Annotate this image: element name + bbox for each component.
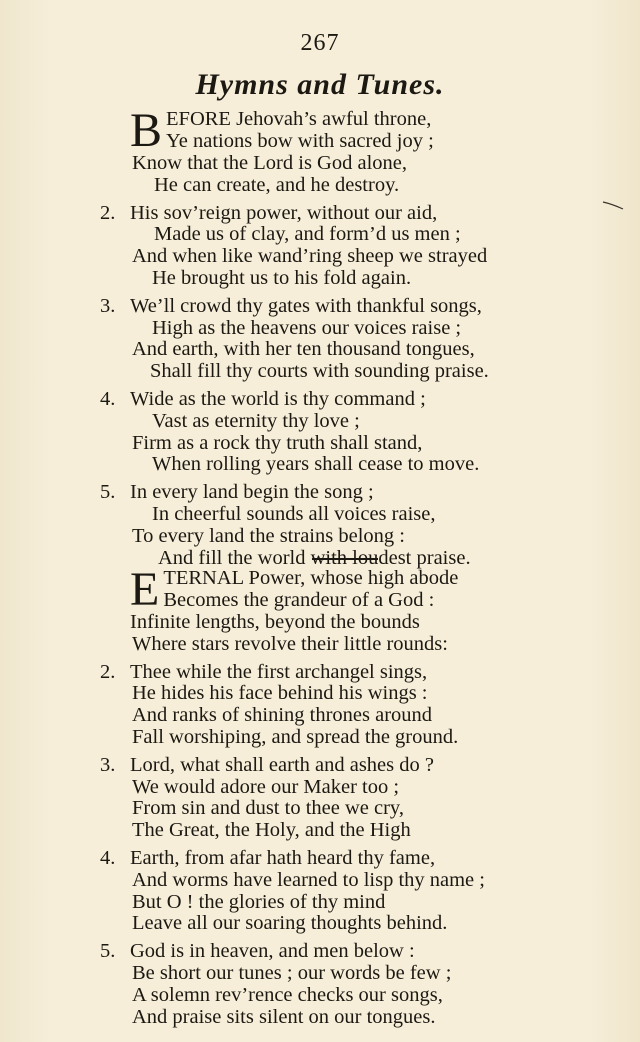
verse-line: And praise sits silent on our tongues. [132, 1005, 436, 1028]
stanza-number: 2. [100, 660, 116, 683]
verse-line: From sin and dust to thee we cry, [132, 797, 404, 820]
running-head: Hymns and Tunes. [195, 68, 445, 101]
stanza-number: 2. [100, 201, 116, 224]
stanza-number: 5. [100, 481, 116, 504]
hymn-1-stanza-4 [100, 389, 540, 476]
verse-line: Shall fill thy courts with sounding praise. [150, 360, 489, 383]
verse-line: He hides his face behind his wings : [132, 682, 428, 705]
verse-line: He brought us to his fold again. [152, 266, 412, 289]
stanza-number: 3. [100, 753, 116, 776]
stanza-number: 3. [100, 294, 116, 317]
verse-line: We’ll crowd thy gates with thankful songs, [130, 294, 482, 317]
drop-cap: E [130, 563, 160, 616]
verse-line: And fill the world with loudest praise. [158, 546, 471, 569]
verse-line: God is in heaven, and men below : [130, 940, 415, 963]
page-number: 267 [300, 30, 340, 56]
stanza-number: 4. [100, 846, 116, 869]
verse-line: Where stars revolve their little rounds: [132, 632, 448, 655]
verse-line: But O ! the glories of thy mind [132, 890, 386, 913]
verse-line: Ye nations bow with sacred joy ; [166, 129, 434, 152]
hymn-1 [100, 104, 540, 569]
hymn-2-stanza-3 [100, 755, 540, 842]
verse-line: When rolling years shall cease to move. [152, 453, 480, 476]
verse-line: We would adore our Maker too ; [132, 775, 400, 798]
verse-line: Vast as eternity thy love ; [152, 409, 360, 432]
hymn-2-stanza-1 [100, 563, 540, 656]
hymn-2-stanza-5 [100, 941, 540, 1028]
hymn-1-stanza-1 [100, 104, 540, 197]
hymn-1-stanza-2 [100, 203, 540, 290]
verse-line: In every land begin the song ; [130, 481, 374, 504]
verse-line: Thee while the first archangel sings, [130, 660, 428, 683]
stray-pen-mark [602, 200, 624, 210]
hymn-1-stanza-3 [100, 296, 540, 383]
verse-line: And when like wand’ring sheep we strayed [132, 245, 488, 268]
verse-line: Earth, from afar hath heard thy fame, [130, 846, 436, 869]
verse-line: To every land the strains belong : [132, 524, 405, 547]
verse-line: Leave all our soaring thoughts behind. [132, 912, 448, 935]
verse-line: High as the heavens our voices raise ; [152, 316, 462, 339]
verse-line: Wide as the world is thy command ; [130, 387, 426, 410]
verse-line: The Great, the Holy, and the High [132, 819, 411, 842]
hymn-2 [100, 563, 540, 1028]
verse-line: Becomes the grandeur of a God : [163, 588, 435, 611]
verse-line: Fall worshiping, and spread the ground. [132, 725, 459, 748]
verse-line: Made us of clay, and form’d us men ; [154, 223, 461, 246]
verse-line: And worms have learned to lisp thy name ; [132, 868, 485, 891]
stanza-number: 4. [100, 387, 116, 410]
drop-cap: B [130, 104, 163, 157]
verse-line: Be short our tunes ; our words be few ; [132, 961, 452, 984]
verse-line: Firm as a rock thy truth shall stand, [132, 431, 423, 454]
stanza-number: 5. [100, 940, 116, 963]
verse-line: And ranks of shining thrones around [132, 704, 433, 727]
verse-line: A solemn rev’rence checks our songs, [132, 983, 443, 1006]
hymn-1-stanza-5 [100, 482, 540, 569]
hymn-2-stanza-2 [100, 662, 540, 749]
hymn-2-stanza-4 [100, 848, 540, 935]
verse-line: In cheerful sounds all voices raise, [152, 502, 436, 525]
verse-line: EFORE Jehovah’s awful throne, [166, 108, 432, 130]
verse-line: Infinite lengths, beyond the bounds [130, 611, 420, 633]
verse-line: Know that the Lord is God alone, [132, 152, 407, 174]
verse-line: His sov’reign power, without our aid, [130, 201, 438, 224]
verse-line: TERNAL Power, whose high abode [163, 567, 459, 589]
verse-line: And earth, with her ten thousand tongues, [132, 338, 475, 361]
hymn-divider [312, 558, 378, 560]
verse-line: He can create, and he destroy. [154, 173, 400, 196]
verse-line: Lord, what shall earth and ashes do ? [130, 753, 434, 776]
